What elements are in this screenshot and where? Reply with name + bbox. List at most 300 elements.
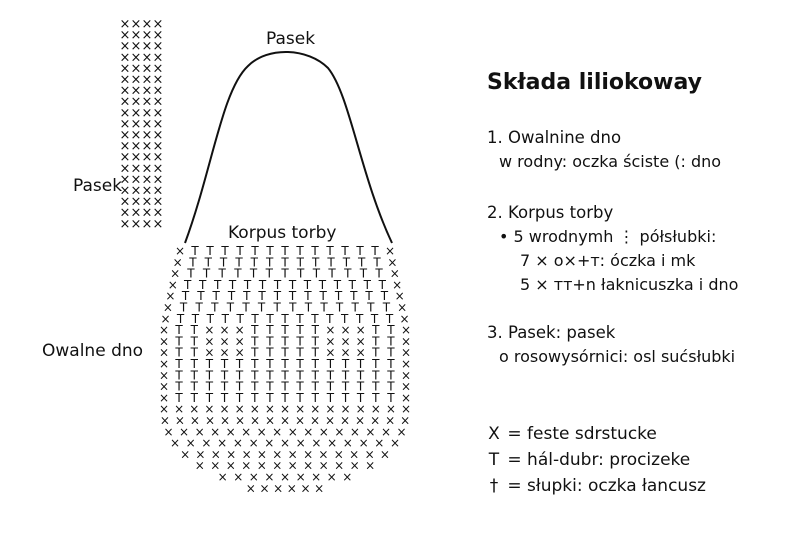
stitch-symbol: ×	[294, 413, 306, 428]
stitch-symbol: ×	[141, 50, 153, 66]
stitch-symbol: T	[220, 390, 229, 405]
stitch-symbol: T	[181, 289, 190, 304]
stitch-symbol: T	[311, 379, 319, 394]
stitch-symbol: ×	[311, 436, 322, 451]
stitch-symbol: T	[371, 244, 379, 258]
stitch-symbol: T	[341, 244, 349, 258]
stitch-symbol: ×	[249, 413, 261, 428]
stitch-symbol: T	[341, 311, 349, 326]
stitch-symbol: T	[281, 357, 289, 371]
stitch-symbol: ×	[311, 470, 322, 484]
stitch-symbol: ×	[325, 402, 336, 417]
stitch-symbol: T	[273, 289, 282, 304]
stitch-symbol: T	[372, 345, 380, 360]
section-body	[487, 201, 738, 297]
stitch-symbol: T	[296, 345, 304, 360]
stitch-symbol: ×	[287, 424, 298, 439]
stitch-symbol: ×	[355, 345, 366, 360]
stitch-symbol: ×	[152, 39, 164, 55]
strap-side-label: Pasek	[73, 176, 123, 196]
stitch-symbol: T	[175, 368, 183, 383]
stitch-symbol: T	[175, 323, 183, 338]
stitch-symbol: ×	[141, 39, 153, 55]
stitch-symbol: T	[202, 266, 211, 281]
stitch-symbol: ×	[152, 161, 164, 177]
stitch-symbol: ×	[130, 194, 142, 210]
stitch-symbol: T	[375, 266, 383, 281]
stitch-symbol: T	[175, 379, 183, 394]
stitch-symbol: ×	[159, 413, 170, 428]
stitch-symbol: T	[304, 289, 312, 304]
stitch-symbol: T	[281, 390, 289, 405]
stitch-symbol: T	[243, 289, 251, 304]
section-body-sub-1: 7 × o×+ᴛ: óczka i mk	[520, 251, 696, 270]
stitch-symbol: T	[311, 244, 319, 258]
stitch-symbol: T	[191, 244, 199, 258]
stitch-symbol: ×	[119, 105, 131, 121]
stitch-symbol: ×	[327, 436, 338, 451]
stitch-symbol: ×	[334, 458, 345, 473]
stitch-symbol: T	[266, 390, 274, 405]
stitch-symbol: ×	[210, 458, 221, 473]
stitch-symbol: ×	[194, 458, 205, 473]
stitch-symbol: ×	[141, 61, 153, 77]
stitch-symbol: T	[311, 357, 319, 371]
stitch-symbol: T	[204, 255, 212, 270]
stitch-symbol: T	[344, 266, 352, 281]
stitch-symbol: T	[227, 289, 236, 304]
stitch-symbol: ×	[158, 357, 170, 371]
legend-item	[486, 447, 706, 473]
stitch-symbol: T	[190, 357, 198, 371]
stitch-symbol: T	[266, 379, 274, 394]
bottom-label: Owalne dno	[42, 341, 144, 361]
stitch-symbol: T	[281, 255, 289, 270]
stitch-symbol: T	[296, 390, 304, 405]
stitch-symbol: ×	[355, 402, 366, 417]
stitch-symbol: ×	[249, 402, 260, 417]
stitch-symbol: T	[335, 300, 344, 315]
legend-item	[486, 473, 706, 499]
stitch-symbol: ×	[152, 116, 164, 132]
section-strap-heading: 3. Pasek: pasek	[487, 323, 616, 342]
stitch-symbol: T	[372, 390, 380, 405]
stitch-symbol: ×	[170, 266, 181, 281]
stitch-symbol: ×	[226, 447, 237, 462]
stitch-symbol: ×	[400, 357, 412, 371]
stitch-symbol: T	[190, 390, 198, 405]
stitch-symbol: ×	[152, 61, 164, 77]
stitch-symbol: T	[380, 289, 389, 304]
stitch-symbol: T	[303, 277, 312, 292]
stitch-symbol: ×	[119, 183, 131, 199]
stitch-symbol: T	[281, 323, 289, 338]
stitch-symbol: ×	[234, 413, 246, 428]
stitch-symbol: ×	[219, 345, 230, 360]
stitch-symbol: ×	[130, 161, 142, 177]
stitch-symbol: T	[385, 311, 394, 326]
stitch-symbol: ×	[385, 402, 396, 417]
stitch-symbol: ×	[272, 458, 283, 473]
stitch-symbol: ×	[162, 300, 173, 315]
stitch-symbol: ×	[130, 205, 142, 221]
stitch-symbol: T	[365, 289, 373, 304]
stitch-symbol: ×	[272, 424, 283, 439]
stitch-symbol: ×	[119, 161, 131, 177]
stitch-symbol: ×	[152, 194, 164, 210]
stitch-symbol: ×	[325, 345, 336, 360]
stitch-symbol: ×	[318, 458, 329, 473]
stitch-symbol: ×	[130, 105, 142, 121]
stitch-symbol: ×	[130, 139, 142, 155]
stitch-symbol: ×	[130, 172, 142, 188]
stitch-symbol: ×	[392, 277, 403, 292]
stitch-symbol: ×	[152, 50, 164, 66]
stitch-symbol: ×	[379, 447, 390, 462]
stitch-symbol: T	[281, 334, 289, 349]
stitch-symbol: T	[356, 368, 365, 383]
stitch-symbol: ×	[158, 323, 170, 338]
stitch-symbol: T	[288, 289, 297, 304]
stitch-symbol: ×	[178, 424, 190, 439]
stitch-symbol: ×	[303, 447, 314, 462]
stitch-symbol: ×	[295, 436, 306, 451]
stitch-symbol: ×	[119, 216, 131, 232]
stitch-symbol: ×	[204, 334, 215, 349]
stitch-symbol: T	[184, 277, 192, 292]
stitch-symbol: T	[348, 277, 356, 292]
stitch-symbol: ×	[318, 447, 329, 462]
stitch-symbol: T	[372, 379, 380, 394]
stitch-symbol: ×	[165, 289, 176, 304]
stitch-symbol: ×	[158, 390, 170, 405]
stitch-symbol: ×	[130, 17, 142, 32]
stitch-symbol: ×	[400, 390, 412, 405]
section-body-bullet: • 5 wrodnymh ⋮ półsłubki:	[499, 227, 717, 246]
stitch-symbol: ×	[141, 205, 153, 221]
stitch-symbol: ×	[286, 481, 297, 496]
stitch-symbol: T	[319, 289, 327, 304]
stitch-symbol: ×	[141, 17, 153, 32]
stitch-symbol: T	[387, 334, 395, 349]
stitch-symbol: T	[175, 357, 183, 371]
stitch-symbol: T	[326, 357, 335, 371]
stitch-symbol: ×	[141, 216, 153, 232]
stitch-symbol: ×	[233, 470, 244, 484]
stitch-symbol: ×	[232, 436, 243, 451]
stitch-symbol: ×	[152, 28, 164, 44]
stitch-symbol: ×	[325, 334, 336, 349]
stitch-symbol: T	[251, 357, 259, 371]
stitch-symbol: T	[378, 277, 386, 292]
stitch-symbol: ×	[324, 413, 336, 428]
stitch-symbol: T	[387, 379, 395, 394]
stitch-symbol: T	[265, 266, 273, 281]
stitch-symbol: ×	[174, 413, 185, 428]
stitch-symbol: ×	[158, 345, 170, 360]
stitch-symbol: T	[358, 255, 366, 270]
stitch-symbol: T	[205, 379, 214, 394]
stitch-symbol: T	[296, 244, 304, 258]
section-body-heading: 2. Korpus torby	[487, 203, 614, 222]
stitch-symbol: ×	[295, 470, 306, 484]
stitch-symbol: ×	[152, 205, 164, 221]
stitch-symbol: ×	[201, 436, 212, 451]
stitch-symbol: T	[296, 379, 304, 394]
stitch-symbol: ×	[119, 83, 131, 99]
stitch-symbol: ×	[374, 436, 385, 451]
stitch-symbol: ×	[158, 379, 170, 394]
stitch-symbol: ×	[340, 334, 351, 349]
stitch-symbol: ×	[396, 424, 407, 439]
stitch-symbol: T	[251, 345, 259, 360]
stitch-symbol: T	[356, 390, 365, 405]
stitch-symbol: T	[311, 390, 319, 405]
stitch-symbol: ×	[158, 334, 170, 349]
stitch-symbol: T	[281, 311, 289, 326]
section-strap	[487, 321, 735, 369]
stitch-symbol: T	[251, 379, 259, 394]
stitch-symbol: ×	[174, 402, 185, 417]
legend-text: = słupki: oczka łancusz	[507, 476, 706, 496]
stitch-symbol: T	[195, 300, 203, 315]
stitch-symbol: T	[251, 323, 259, 338]
stitch-symbol: T	[311, 311, 319, 326]
stitch-symbol: T	[281, 244, 289, 258]
stitch-symbol: T	[356, 244, 364, 258]
stitch-symbol: ×	[130, 116, 142, 132]
stitch-symbol: ×	[400, 368, 412, 383]
stitch-symbol: T	[326, 368, 335, 383]
stitch-symbol: T	[304, 300, 313, 315]
stitch-symbol: ×	[219, 402, 230, 417]
stitch-symbol: T	[214, 277, 222, 292]
stitch-symbol: ×	[273, 481, 284, 496]
stitch-symbol: T	[363, 277, 371, 292]
stitch-symbol: T	[370, 311, 379, 326]
stitch-symbol: T	[211, 300, 219, 315]
stitch-symbol: T	[367, 300, 375, 315]
section-strap-line: o rosowysórnici: osl sućsłubki	[499, 347, 736, 366]
stitch-symbol: T	[205, 357, 214, 371]
section-bottom-heading: 1. Owalnine dno	[487, 128, 622, 147]
stitch-symbol: T	[191, 311, 200, 326]
stitch-symbol: T	[221, 311, 229, 326]
stitch-symbol: ×	[279, 413, 291, 428]
stitch-symbol: T	[326, 379, 335, 394]
stitch-symbol: ×	[340, 345, 351, 360]
stitch-symbol: ×	[349, 458, 360, 473]
stitch-symbol: T	[258, 289, 266, 304]
body-label: Korpus torby	[228, 223, 337, 243]
stitch-symbol: T	[266, 334, 274, 349]
stitch-symbol: T	[235, 390, 244, 405]
stitch-symbol: T	[356, 357, 365, 371]
stitch-symbol: ×	[141, 172, 153, 188]
stitch-symbol: ×	[158, 368, 170, 383]
stitch-symbol: ×	[141, 139, 153, 155]
stitch-symbol: ×	[300, 481, 311, 496]
stitch-symbol: T	[359, 266, 368, 281]
legend-symbol: T	[488, 450, 500, 470]
stitch-symbol: T	[266, 345, 274, 360]
stitch-symbol: ×	[141, 116, 153, 132]
stitch-symbol: T	[257, 300, 266, 315]
stitch-symbol: ×	[219, 413, 231, 428]
stitch-symbol: ×	[130, 150, 142, 166]
stitch-symbol: T	[243, 277, 252, 292]
stitch-symbol: ×	[370, 413, 381, 428]
stitch-symbol: T	[190, 345, 198, 360]
stitch-symbol: ×	[399, 311, 410, 326]
stitch-symbol: ×	[119, 17, 131, 32]
stitch-symbol: ×	[256, 447, 267, 462]
stitch-symbol: ×	[287, 458, 298, 473]
stitch-symbol: ×	[152, 105, 164, 121]
stitch-symbol: T	[312, 255, 320, 270]
stitch-symbol: ×	[210, 424, 221, 439]
stitch-symbol: ×	[172, 255, 183, 270]
stitch-symbol: T	[311, 368, 319, 383]
stitch-symbol: T	[250, 255, 258, 270]
stitch-symbol: T	[220, 379, 229, 394]
stitch-symbol: ×	[130, 83, 142, 99]
stitch-symbol: ×	[189, 402, 200, 417]
stitch-symbol: T	[318, 277, 327, 292]
stitch-symbol: T	[235, 368, 244, 383]
stitch-symbol: T	[350, 289, 358, 304]
stitch-symbol: T	[387, 368, 395, 383]
stitch-symbol: ×	[119, 50, 131, 66]
stitch-symbol: ×	[195, 447, 206, 462]
stitch-symbol: ×	[241, 458, 252, 473]
stitch-symbol: T	[296, 311, 304, 326]
stitch-symbol: T	[273, 277, 282, 292]
stitch-symbol: ×	[287, 447, 298, 462]
stitch-symbol: T	[387, 357, 395, 371]
stitch-symbol: ×	[333, 447, 344, 462]
stitch-symbol: ×	[152, 216, 164, 232]
stitch-symbol: ×	[256, 458, 267, 473]
stitch-symbol: ×	[295, 402, 306, 417]
stitch-symbol: ×	[119, 39, 131, 55]
stitch-symbol: ×	[130, 61, 142, 77]
stitch-symbol: ×	[241, 447, 252, 462]
stitch-symbol: T	[342, 255, 351, 270]
stitch-symbol: T	[236, 311, 244, 326]
stitch-symbol: T	[220, 368, 229, 383]
stitch-symbol: T	[334, 289, 343, 304]
stitch-symbol: ×	[119, 28, 131, 44]
stitch-symbol: T	[189, 255, 197, 270]
stitch-symbol: ×	[303, 424, 314, 439]
stitch-symbol: T	[281, 266, 289, 281]
stitch-symbol: ×	[400, 323, 412, 338]
stitch-symbol: ×	[217, 436, 228, 451]
stitch-symbol: ×	[141, 150, 153, 166]
stitch-symbol: T	[296, 323, 304, 338]
stitch-symbol: ×	[152, 172, 164, 188]
stitch-symbol: ×	[119, 150, 131, 166]
stitch-symbol: ×	[364, 447, 375, 462]
stitch-symbol: T	[296, 357, 304, 371]
stitch-symbol: T	[219, 255, 228, 270]
stitch-symbol: ×	[264, 402, 275, 417]
stitch-symbol: T	[266, 357, 274, 371]
stitch-symbol: T	[273, 300, 281, 315]
stitch-symbol: T	[190, 379, 198, 394]
stitch-symbol: ×	[279, 402, 291, 417]
legend-item	[486, 421, 706, 447]
stitch-symbol: ×	[219, 334, 230, 349]
stitch-symbol: ×	[256, 424, 267, 439]
stitch-symbol: ×	[152, 72, 164, 88]
stitch-symbol: T	[311, 334, 319, 349]
stitch-symbol: ×	[389, 436, 401, 451]
stitch-symbol: ×	[210, 447, 221, 462]
stitch-symbol: ×	[384, 244, 396, 258]
stitch-symbol: T	[266, 311, 274, 326]
stitch-symbol: T	[175, 345, 183, 360]
stitch-symbol: T	[251, 311, 259, 326]
stitch-symbol: ×	[119, 172, 131, 188]
stitch-symbol: T	[320, 300, 328, 315]
stitch-symbol: ×	[385, 413, 396, 428]
stitch-symbol: T	[281, 368, 289, 383]
stitch-symbol: T	[258, 277, 267, 292]
stitch-symbol: T	[235, 255, 243, 270]
stitch-symbol: T	[190, 368, 198, 383]
stitch-symbol: T	[266, 255, 274, 270]
stitch-symbol: T	[296, 255, 304, 270]
stitch-symbol: T	[341, 357, 350, 371]
stitch-symbol: T	[251, 390, 259, 405]
bag-stitch-grid	[159, 244, 411, 495]
stitch-symbol: ×	[152, 150, 164, 166]
stitch-symbol: T	[281, 345, 289, 360]
stitch-symbol: T	[206, 244, 214, 258]
stitch-symbol: T	[296, 368, 304, 383]
stitch-symbol: ×	[400, 402, 412, 417]
stitch-symbol: ×	[152, 128, 164, 143]
stitch-symbol: T	[281, 379, 289, 394]
stitch-symbol: ×	[400, 379, 412, 394]
stitch-symbol: ×	[130, 128, 142, 143]
stitch-symbol: ×	[163, 424, 174, 439]
stitch-symbol: ×	[119, 128, 131, 143]
stitch-symbol: ×	[342, 470, 353, 484]
stitch-symbol: T	[179, 300, 188, 315]
stitch-symbol: ×	[185, 436, 196, 451]
stitch-symbol: T	[266, 244, 274, 258]
stitch-symbol: ×	[264, 436, 275, 451]
stitch-symbol: ×	[217, 470, 228, 484]
stitch-symbol: ×	[141, 83, 153, 99]
stitch-symbol: ×	[225, 424, 236, 439]
stitch-symbol: T	[297, 266, 305, 281]
stitch-symbol: T	[221, 244, 229, 258]
stitch-symbol: T	[266, 368, 274, 383]
stitch-symbol: T	[235, 379, 244, 394]
stitch-symbol: T	[387, 323, 395, 338]
stitch-symbol: T	[312, 266, 321, 281]
stitch-symbol: T	[382, 300, 391, 315]
stitch-symbol: ×	[130, 39, 142, 55]
stitch-symbol: ×	[234, 345, 245, 360]
stitch-symbol: T	[251, 334, 259, 349]
stitch-symbol: ×	[174, 244, 186, 258]
stitch-symbol: ×	[130, 94, 142, 110]
